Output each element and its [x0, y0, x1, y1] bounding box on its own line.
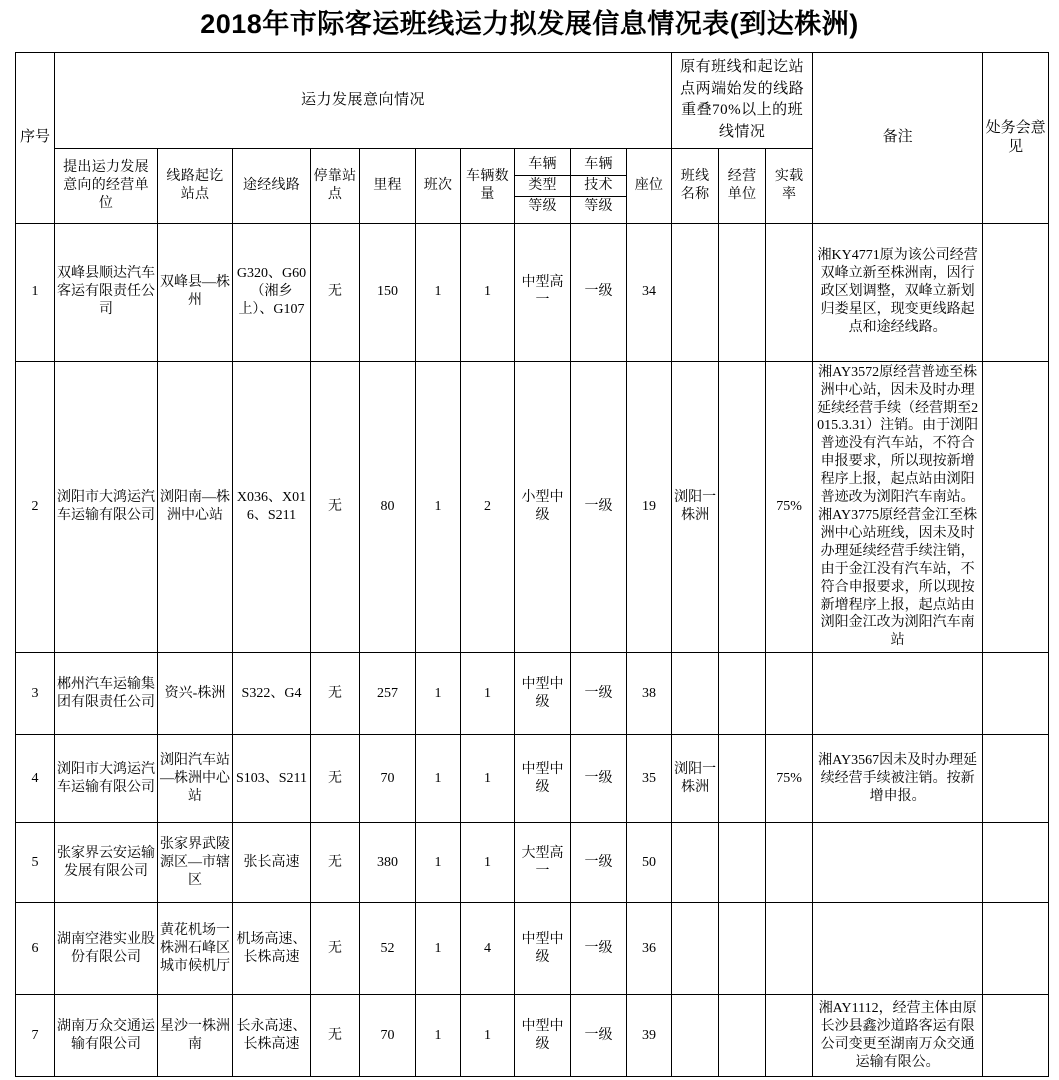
table-header: [16, 52, 1049, 223]
cell-vehicle-tech: 一级: [571, 361, 627, 653]
cell-route-endpoints: 双峰县—株州: [158, 223, 233, 361]
header-vehicle-type-line2: 类型: [515, 175, 570, 195]
cell-vehicle-tech: 一级: [571, 823, 627, 903]
cell-seq: 7: [16, 995, 55, 1077]
header-vehicle-tech-line1: 车辆: [584, 156, 613, 172]
cell-stop-points: 无: [311, 995, 360, 1077]
cell-remark: [813, 823, 983, 903]
cell-vehicle-count: 1: [461, 735, 515, 823]
header-vehicle-tech-line3: 等级: [571, 196, 626, 216]
cell-seats: 36: [627, 903, 672, 995]
cell-seats: 50: [627, 823, 672, 903]
cell-opinion: [983, 903, 1049, 995]
header-vehicle-type-grade: [515, 148, 571, 223]
cell-seats: 35: [627, 735, 672, 823]
table-row: [16, 903, 1049, 995]
cell-opinion: [983, 361, 1049, 653]
cell-vehicle-type: 中型中级: [515, 995, 571, 1077]
cell-vehicle-type: 中型中级: [515, 903, 571, 995]
cell-via-route: S103、S211: [233, 735, 311, 823]
cell-operator: [719, 735, 766, 823]
cell-vehicle-count: 1: [461, 995, 515, 1077]
cell-opinion: [983, 995, 1049, 1077]
cell-route-endpoints: 资兴-株洲: [158, 653, 233, 735]
cell-trips: 1: [416, 903, 461, 995]
cell-stop-points: 无: [311, 735, 360, 823]
cell-seats: 38: [627, 653, 672, 735]
cell-operator: [719, 823, 766, 903]
cell-opinion: [983, 823, 1049, 903]
table-row: [16, 823, 1049, 903]
cell-via-route: 张长高速: [233, 823, 311, 903]
table-container: [15, 52, 1048, 1078]
cell-seq: 6: [16, 903, 55, 995]
cell-route-endpoints: 黄花机场一株洲石峰区城市候机厅: [158, 903, 233, 995]
cell-stop-points: 无: [311, 361, 360, 653]
capacity-development-table: [15, 52, 1049, 1078]
table-body: [16, 223, 1049, 1077]
cell-via-route: 机场高速、长株高速: [233, 903, 311, 995]
cell-via-route: S322、G4: [233, 653, 311, 735]
cell-vehicle-type: 中型高一: [515, 223, 571, 361]
cell-via-route: X036、X016、S211: [233, 361, 311, 653]
cell-opinion: [983, 735, 1049, 823]
cell-unit: 浏阳市大鸿运汽车运输有限公司: [55, 361, 158, 653]
cell-line-name: 浏阳一株洲: [672, 361, 719, 653]
cell-vehicle-tech: 一级: [571, 995, 627, 1077]
cell-seats: 34: [627, 223, 672, 361]
cell-load-rate: [766, 823, 813, 903]
header-trips: 班次: [416, 148, 461, 223]
header-vehicle-count: 车辆数量: [461, 148, 515, 223]
header-row-groups: [16, 52, 1049, 148]
table-row: [16, 223, 1049, 361]
cell-remark: [813, 903, 983, 995]
cell-route-endpoints: 浏阳南—株洲中心站: [158, 361, 233, 653]
cell-line-name: 浏阳一株洲: [672, 735, 719, 823]
table-row: [16, 995, 1049, 1077]
cell-remark: 湘AY1112，经营主体由原长沙县鑫沙道路客运有限公司变更至湖南万众交通运输有限公。: [813, 995, 983, 1077]
header-opinion: 处务会意见: [983, 52, 1049, 223]
cell-opinion: [983, 653, 1049, 735]
cell-mileage: 70: [360, 735, 416, 823]
table-row: [16, 361, 1049, 653]
cell-trips: 1: [416, 735, 461, 823]
cell-vehicle-type: 小型中级: [515, 361, 571, 653]
cell-unit: 郴州汽车运输集团有限责任公司: [55, 653, 158, 735]
header-group-capacity: 运力发展意向情况: [55, 52, 672, 148]
cell-stop-points: 无: [311, 823, 360, 903]
cell-trips: 1: [416, 223, 461, 361]
header-seq: 序号: [16, 52, 55, 223]
cell-seq: 4: [16, 735, 55, 823]
cell-trips: 1: [416, 823, 461, 903]
cell-route-endpoints: 星沙一株洲南: [158, 995, 233, 1077]
cell-line-name: [672, 223, 719, 361]
cell-remark: 湘AY3567因未及时办理延续经营手续被注销。按新增申报。: [813, 735, 983, 823]
cell-seq: 3: [16, 653, 55, 735]
cell-remark: [813, 653, 983, 735]
cell-operator: [719, 653, 766, 735]
cell-unit: 浏阳市大鸿运汽车运输有限公司: [55, 735, 158, 823]
cell-trips: 1: [416, 361, 461, 653]
cell-unit: 张家界云安运输发展有限公司: [55, 823, 158, 903]
cell-vehicle-tech: 一级: [571, 223, 627, 361]
header-vehicle-type-line3: 等级: [515, 196, 570, 216]
header-vehicle-type-line1: 车辆: [528, 156, 557, 172]
cell-seats: 39: [627, 995, 672, 1077]
cell-vehicle-count: 1: [461, 823, 515, 903]
cell-mileage: 257: [360, 653, 416, 735]
header-seats: 座位: [627, 148, 672, 223]
cell-vehicle-count: 2: [461, 361, 515, 653]
cell-unit: 湖南万众交通运输有限公司: [55, 995, 158, 1077]
cell-trips: 1: [416, 653, 461, 735]
cell-load-rate: [766, 903, 813, 995]
cell-load-rate: 75%: [766, 361, 813, 653]
cell-vehicle-tech: 一级: [571, 903, 627, 995]
table-row: [16, 653, 1049, 735]
cell-vehicle-tech: 一级: [571, 735, 627, 823]
cell-line-name: [672, 995, 719, 1077]
header-stop-points: 停靠站点: [311, 148, 360, 223]
header-remark: 备注: [813, 52, 983, 223]
header-vehicle-tech-grade: [571, 148, 627, 223]
cell-trips: 1: [416, 995, 461, 1077]
cell-remark: 湘AY3572原经营普迹至株洲中心站，因未及时办理延续经营手续（经营期至2015.3.31）注销。由于浏阳普迹没有汽车站，不符合申报要求，所以现按新增程序上报，起点站由浏阳普迹改为浏阳汽车南站。湘AY3775原经营金江至株洲中心站班线，因未及时办理延续经营手续注销，由于金江没有汽车站，不符合申报要求，所以现按新增程序上报，起点站由浏阳金江改为浏阳汽车南站: [813, 361, 983, 653]
cell-mileage: 52: [360, 903, 416, 995]
cell-via-route: G320、G60（湘乡上）、G107: [233, 223, 311, 361]
cell-operator: [719, 903, 766, 995]
header-group-overlap: 原有班线和起讫站点两端始发的线路重叠70%以上的班线情况: [672, 52, 813, 148]
cell-line-name: [672, 903, 719, 995]
cell-load-rate: [766, 653, 813, 735]
cell-remark: 湘KY4771原为该公司经营双峰立新至株洲南，因行政区划调整，双峰立新划归娄星区，现变更线路起点和途经线路。: [813, 223, 983, 361]
cell-stop-points: 无: [311, 653, 360, 735]
cell-operator: [719, 361, 766, 653]
cell-unit: 湖南空港实业股份有限公司: [55, 903, 158, 995]
cell-seq: 5: [16, 823, 55, 903]
table-row: [16, 735, 1049, 823]
header-via-route: 途经线路: [233, 148, 311, 223]
cell-mileage: 80: [360, 361, 416, 653]
cell-load-rate: 75%: [766, 735, 813, 823]
cell-seq: 1: [16, 223, 55, 361]
header-vehicle-tech-line2: 技术: [571, 175, 626, 195]
header-operator: 经营单位: [719, 148, 766, 223]
cell-route-endpoints: 浏阳汽车站—株洲中心站: [158, 735, 233, 823]
cell-stop-points: 无: [311, 903, 360, 995]
cell-load-rate: [766, 995, 813, 1077]
cell-operator: [719, 223, 766, 361]
cell-vehicle-type: 中型中级: [515, 735, 571, 823]
page-title: 2018年市际客运班线运力拟发展信息情况表(到达株洲): [200, 9, 859, 39]
cell-mileage: 70: [360, 995, 416, 1077]
cell-vehicle-count: 1: [461, 653, 515, 735]
cell-mileage: 380: [360, 823, 416, 903]
cell-line-name: [672, 653, 719, 735]
cell-load-rate: [766, 223, 813, 361]
header-route-endpoints: 线路起讫站点: [158, 148, 233, 223]
cell-opinion: [983, 223, 1049, 361]
cell-stop-points: 无: [311, 223, 360, 361]
cell-via-route: 长永高速、长株高速: [233, 995, 311, 1077]
cell-vehicle-type: 大型高一: [515, 823, 571, 903]
cell-operator: [719, 995, 766, 1077]
cell-mileage: 150: [360, 223, 416, 361]
cell-seq: 2: [16, 361, 55, 653]
cell-unit: 双峰县顺达汽车客运有限责任公司: [55, 223, 158, 361]
cell-vehicle-tech: 一级: [571, 653, 627, 735]
cell-vehicle-count: 1: [461, 223, 515, 361]
cell-vehicle-count: 4: [461, 903, 515, 995]
header-line-name: 班线名称: [672, 148, 719, 223]
header-unit: 提出运力发展意向的经营单位: [55, 148, 158, 223]
header-mileage: 里程: [360, 148, 416, 223]
cell-route-endpoints: 张家界武陵源区—市辖区: [158, 823, 233, 903]
header-load-rate: 实载率: [766, 148, 813, 223]
cell-vehicle-type: 中型中级: [515, 653, 571, 735]
cell-line-name: [672, 823, 719, 903]
cell-seats: 19: [627, 361, 672, 653]
